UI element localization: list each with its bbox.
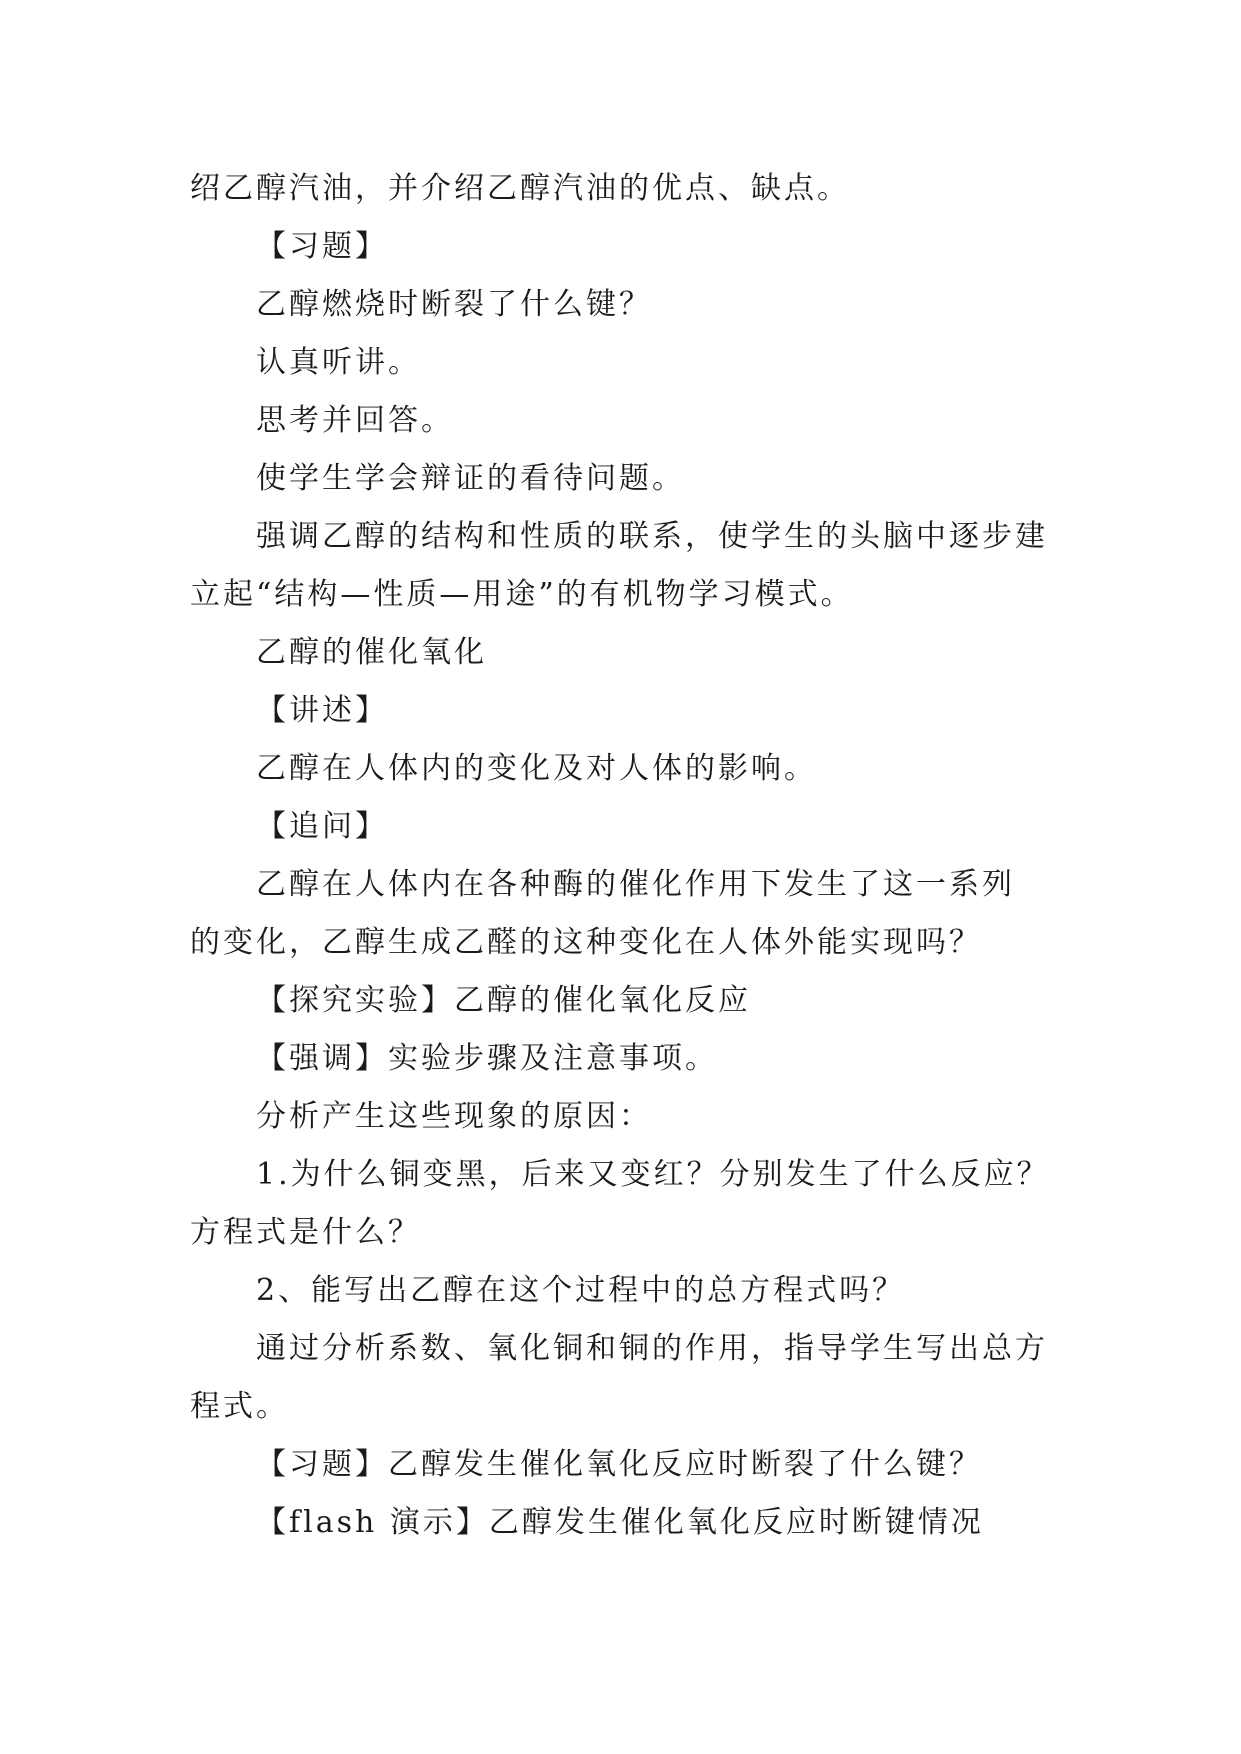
section-heading: 【习题】	[256, 229, 388, 264]
paragraph: 思考并回答。	[256, 403, 454, 438]
paragraph: 乙醇在人体内的变化及对人体的影响。	[256, 751, 817, 786]
paragraph: 乙醇在人体内在各种酶的催化作用下发生了这一系列	[256, 867, 1015, 902]
paragraph: 1.为什么铜变黑，后来又变红？分别发生了什么反应？	[256, 1157, 1050, 1192]
paragraph: 分析产生这些现象的原因：	[256, 1099, 652, 1134]
section-heading: 【追问】	[256, 809, 388, 844]
paragraph: 方程式是什么？	[190, 1215, 421, 1250]
paragraph: 乙醇燃烧时断裂了什么键？	[256, 287, 652, 322]
paragraph: 强调乙醇的结构和性质的联系，使学生的头脑中逐步建	[256, 519, 1048, 554]
section-heading: 【讲述】	[256, 693, 388, 728]
paragraph: 【强调】实验步骤及注意事项。	[256, 1041, 718, 1076]
paragraph: 【flash 演示】乙醇发生催化氧化反应时断键情况	[256, 1505, 984, 1540]
paragraph: 立起“结构—性质—用途”的有机物学习模式。	[190, 577, 854, 612]
paragraph: 2、能写出乙醇在这个过程中的总方程式吗？	[256, 1273, 906, 1308]
paragraph: 使学生学会辩证的看待问题。	[256, 461, 685, 496]
paragraph: 绍乙醇汽油，并介绍乙醇汽油的优点、缺点。	[190, 171, 850, 206]
document-body	[190, 160, 1090, 1552]
paragraph: 认真听讲。	[256, 345, 421, 380]
paragraph: 【习题】乙醇发生催化氧化反应时断裂了什么键？	[256, 1447, 982, 1482]
paragraph: 【探究实验】乙醇的催化氧化反应	[256, 983, 751, 1018]
paragraph: 乙醇的催化氧化	[256, 635, 487, 670]
paragraph: 的变化，乙醇生成乙醛的这种变化在人体外能实现吗？	[190, 925, 982, 960]
paragraph: 程式。	[190, 1389, 289, 1424]
paragraph: 通过分析系数、氧化铜和铜的作用，指导学生写出总方	[256, 1331, 1048, 1366]
